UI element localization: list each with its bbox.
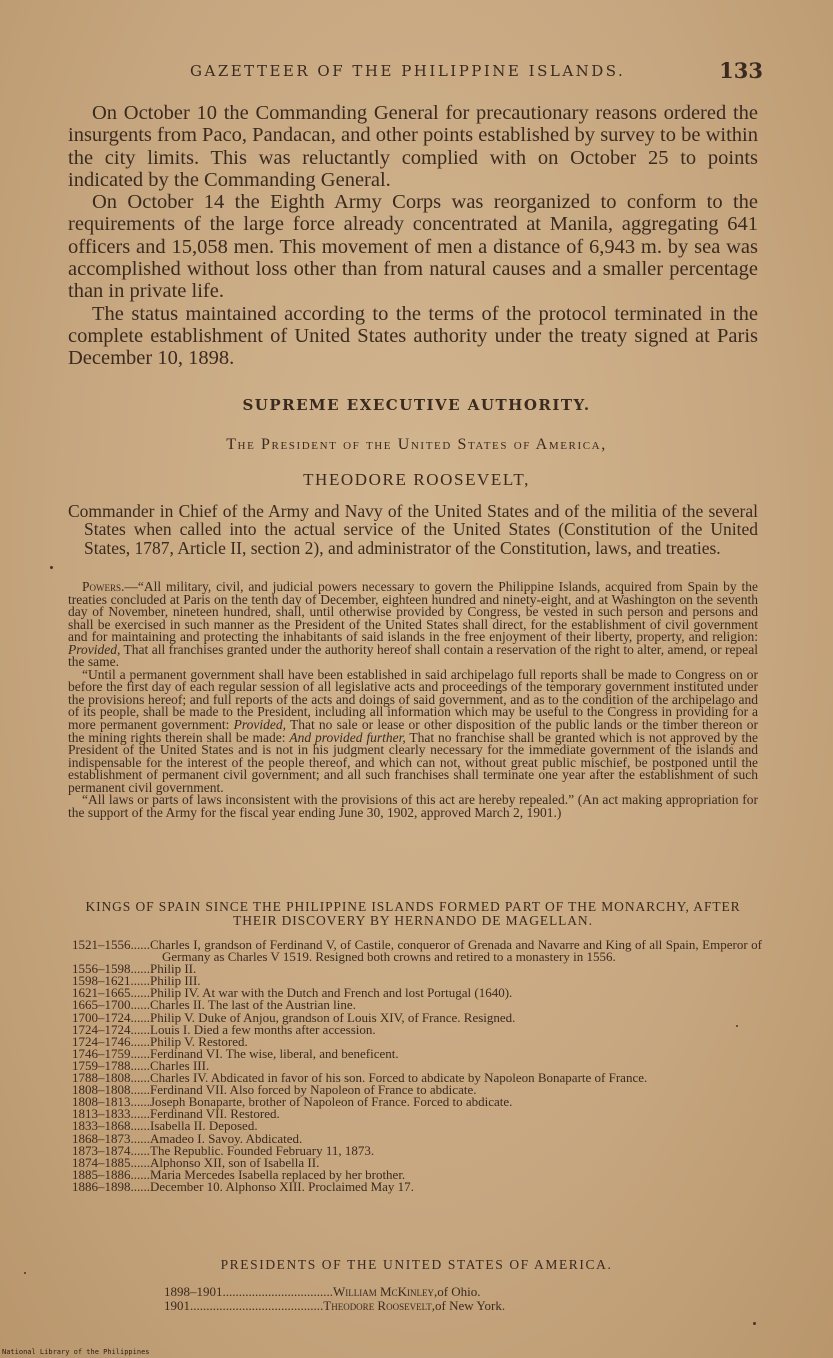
king-years: 1621–1665......	[72, 985, 150, 1001]
presidents-heading: PRESIDENTS OF THE UNITED STATES OF AMERICA.	[220, 1257, 613, 1272]
intro-text	[68, 102, 758, 370]
running-title: GAZETTEER OF THE PHILIPPINE ISLANDS.	[190, 62, 626, 80]
king-text: December 10. Alphonso XIII. Proclaimed May 17.	[150, 1178, 414, 1194]
powers-paragraph-3: “All laws or parts of laws inconsistent with the provisions of this act are hereby repealed.” (An act making appropriation for the support of the Army for the fiscal year ending June 30, 1902, approved March 2, 1901.)	[68, 792, 758, 820]
king-years: 1874–1885......	[72, 1154, 150, 1170]
king-text: Ferdinand VII. Restored.	[150, 1106, 280, 1122]
king-years: 1833–1868......	[72, 1118, 150, 1134]
powers-p1-text: —“All military, civil, and judicial powers necessary to govern the Philippine Islands, acquired from Spain by the treaties concluded at Paris on the tenth day of December, eighteen hundred and ninety-eight, and at Washington on the seventh day of November, nineteen hundred, shall, until otherwise provided by Congress, be vested in such person and persons and shall be exercised in such manner as the President of the United States shall direct, for the establishment of civil government and for maintaining and protecting the inhabitants of said islands in the free enjoyment of their liberty, property, and religion:	[68, 579, 758, 645]
kings-list	[72, 939, 762, 1193]
intro-paragraph-2: On October 14 the Eighth Army Corps was reorganized to conform to the requirements of the large force already concentrated at Manila, aggregating 641 officers and 15,058 men. This movement of men a distance of 6,943 m. by sea was accomplished without loss other than from natural causes and a smaller percentage than in private life.	[68, 191, 758, 303]
king-years: 1788–1808......	[72, 1070, 150, 1086]
powers-paragraph-1	[68, 581, 758, 669]
king-entry	[72, 939, 762, 963]
king-years: 1724–1724......	[72, 1021, 150, 1037]
king-text: Isabella II. Deposed.	[150, 1118, 258, 1134]
powers-p2-text: “Until a permanent government shall have been established in said archipelago full reports shall be made to Congress on or before the first day of each regular session of all legislative acts and proceedings of the temporary government instituted under the provisions hereof; and full reports of the acts and doings of said government, and as to the condition of the archipelago and of its people, shall be made to the President, including all information which may be useful to the Congress in providing for a more permanent government:	[68, 666, 758, 733]
king-text: Amadeo I. Savoy. Abdicated.	[150, 1130, 303, 1146]
president-entry	[164, 1285, 704, 1299]
page-header	[190, 60, 763, 84]
king-text: Charles IV. Abdicated in favor of his son. Forced to abdicate by Napoleon Bonaparte of France.	[150, 1070, 648, 1086]
king-years: 1724–1746......	[72, 1033, 150, 1049]
powers-p2-italic-2: And provided further,	[289, 729, 406, 745]
president-office-line: The President of the United States of America,	[226, 436, 607, 453]
powers-section	[68, 581, 758, 819]
leader-dots: .........................................	[190, 1298, 324, 1313]
supreme-executive-heading: SUPREME EXECUTIVE AUTHORITY.	[242, 396, 591, 414]
president-state: of New York.	[435, 1298, 506, 1313]
king-text: Charles I, grandson of Ferdinand V, of Castile, conqueror of Grenada and Navarre and King of all Spain, Emperor of Germany as Charles V 1519. Resigned both crowns and retired to a monastery in 1556.	[150, 937, 762, 965]
kings-heading: KINGS OF SPAIN SINCE THE PHILIPPINE ISLANDS FORMED PART OF THE MONARCHY, AFTER THEIR DISCOVERY BY HERNANDO DE MAGELLAN.	[85, 899, 741, 928]
king-years: 1886–1898......	[72, 1178, 150, 1194]
president-state: of Ohio.	[437, 1284, 481, 1299]
king-years: 1868–1873......	[72, 1130, 150, 1146]
king-years: 1746–1759......	[72, 1045, 150, 1061]
president-name: Theodore Roosevelt,	[323, 1298, 436, 1313]
king-years: 1808–1813......	[72, 1094, 150, 1110]
intro-paragraph-1: On October 10 the Commanding General for precautionary reasons ordered the insurgents from Paco, Pandacan, and other points established by survey to be within the city limits. This was reluctantly complied with on October 25 to points indicated by the Commanding General.	[68, 102, 758, 191]
king-text: Charles II. The last of the Austrian line.	[150, 997, 356, 1013]
leader-dots: ..................................	[222, 1284, 333, 1299]
intro-paragraph-3: The status maintained according to the terms of the protocol terminated in the complete establishment of United States authority under the treaty signed at Paris December 10, 1898.	[68, 302, 758, 370]
king-text: Philip IV. At war with the Dutch and French and lost Portugal (1640).	[150, 985, 513, 1001]
ink-speck	[753, 1322, 756, 1325]
king-years: 1700–1724......	[72, 1009, 150, 1025]
library-credit: National Library of the Philippines	[2, 1348, 150, 1356]
powers-paragraph-2	[68, 666, 759, 795]
king-text: The Republic. Founded February 11, 1873.	[150, 1142, 375, 1158]
powers-p1-end: That all franchises granted under the authority hereof shall contain a reservation of the right to alter, amend, or repeal the same.	[68, 641, 758, 670]
president-name: THEODORE ROOSEVELT,	[303, 470, 530, 489]
page-number: 133	[719, 58, 763, 83]
king-years: 1885–1886......	[72, 1166, 150, 1182]
king-text: Louis I. Died a few months after accession.	[150, 1021, 376, 1037]
king-years: 1521–1556......	[72, 937, 150, 952]
king-text: Philip III.	[150, 973, 201, 989]
ink-speck	[50, 566, 53, 569]
king-years: 1873–1874......	[72, 1142, 150, 1158]
king-years: 1759–1788......	[72, 1057, 150, 1073]
king-years: 1813–1833......	[72, 1106, 150, 1122]
powers-lead: Powers.	[82, 579, 125, 594]
president-years: 1901	[164, 1298, 190, 1313]
president-entry	[164, 1299, 704, 1313]
king-text: Joseph Bonaparte, brother of Napoleon of France. Forced to abdicate.	[150, 1094, 513, 1110]
ink-speck	[24, 1272, 26, 1274]
king-text: Ferdinand VI. The wise, liberal, and beneficent.	[150, 1045, 399, 1061]
powers-p1-italic: Provided,	[68, 641, 121, 657]
commander-in-chief-text	[68, 502, 758, 557]
king-text: Maria Mercedes Isabella replaced by her brother.	[150, 1166, 406, 1182]
king-text: Philip V. Duke of Anjou, grandson of Louis XIV, of France. Resigned.	[150, 1009, 516, 1025]
king-entry	[72, 1178, 762, 1194]
ink-speck	[736, 1025, 738, 1027]
powers-p2-end: That no franchise shall be granted which is not approved by the President of the United States and is not in his judgment clearly necessary for the immediate government of the islands and indispensable for the interest of the people thereof, and which can not, without great public mischief, be postponed until the establishment of permanent civil government; and all such franchises shall terminate one year after the establishment of such permanent civil government.	[68, 729, 759, 795]
powers-p2-italic-1: Provided,	[233, 717, 286, 733]
king-years: 1665–1700......	[72, 997, 150, 1013]
king-text: Philip II.	[150, 961, 197, 977]
king-text: Alphonso XII, son of Isabella II.	[150, 1154, 320, 1170]
king-years: 1598–1621......	[72, 973, 150, 989]
king-years: 1556–1598......	[72, 961, 150, 977]
king-text: Ferdinand VII. Also forced by Napoleon of France to abdicate.	[150, 1082, 477, 1098]
president-years: 1898–1901	[164, 1284, 223, 1299]
king-years: 1808–1808......	[72, 1082, 150, 1098]
king-text: Philip V. Restored.	[150, 1033, 248, 1049]
commander-paragraph: Commander in Chief of the Army and Navy of the United States and of the militia of the several States when called into the actual service of the United States (Constitution of the United States, 1787, Article II, section 2), and administrator of the Constitution, laws, and treaties.	[68, 501, 758, 558]
king-text: Charles III.	[150, 1057, 210, 1073]
presidents-list	[164, 1285, 704, 1313]
president-name: William McKinley,	[333, 1284, 438, 1299]
powers-p2-mid: That no sale or lease or other disposition of the public lands or the timber thereon or the mining rights therein shall be made:	[68, 717, 758, 745]
